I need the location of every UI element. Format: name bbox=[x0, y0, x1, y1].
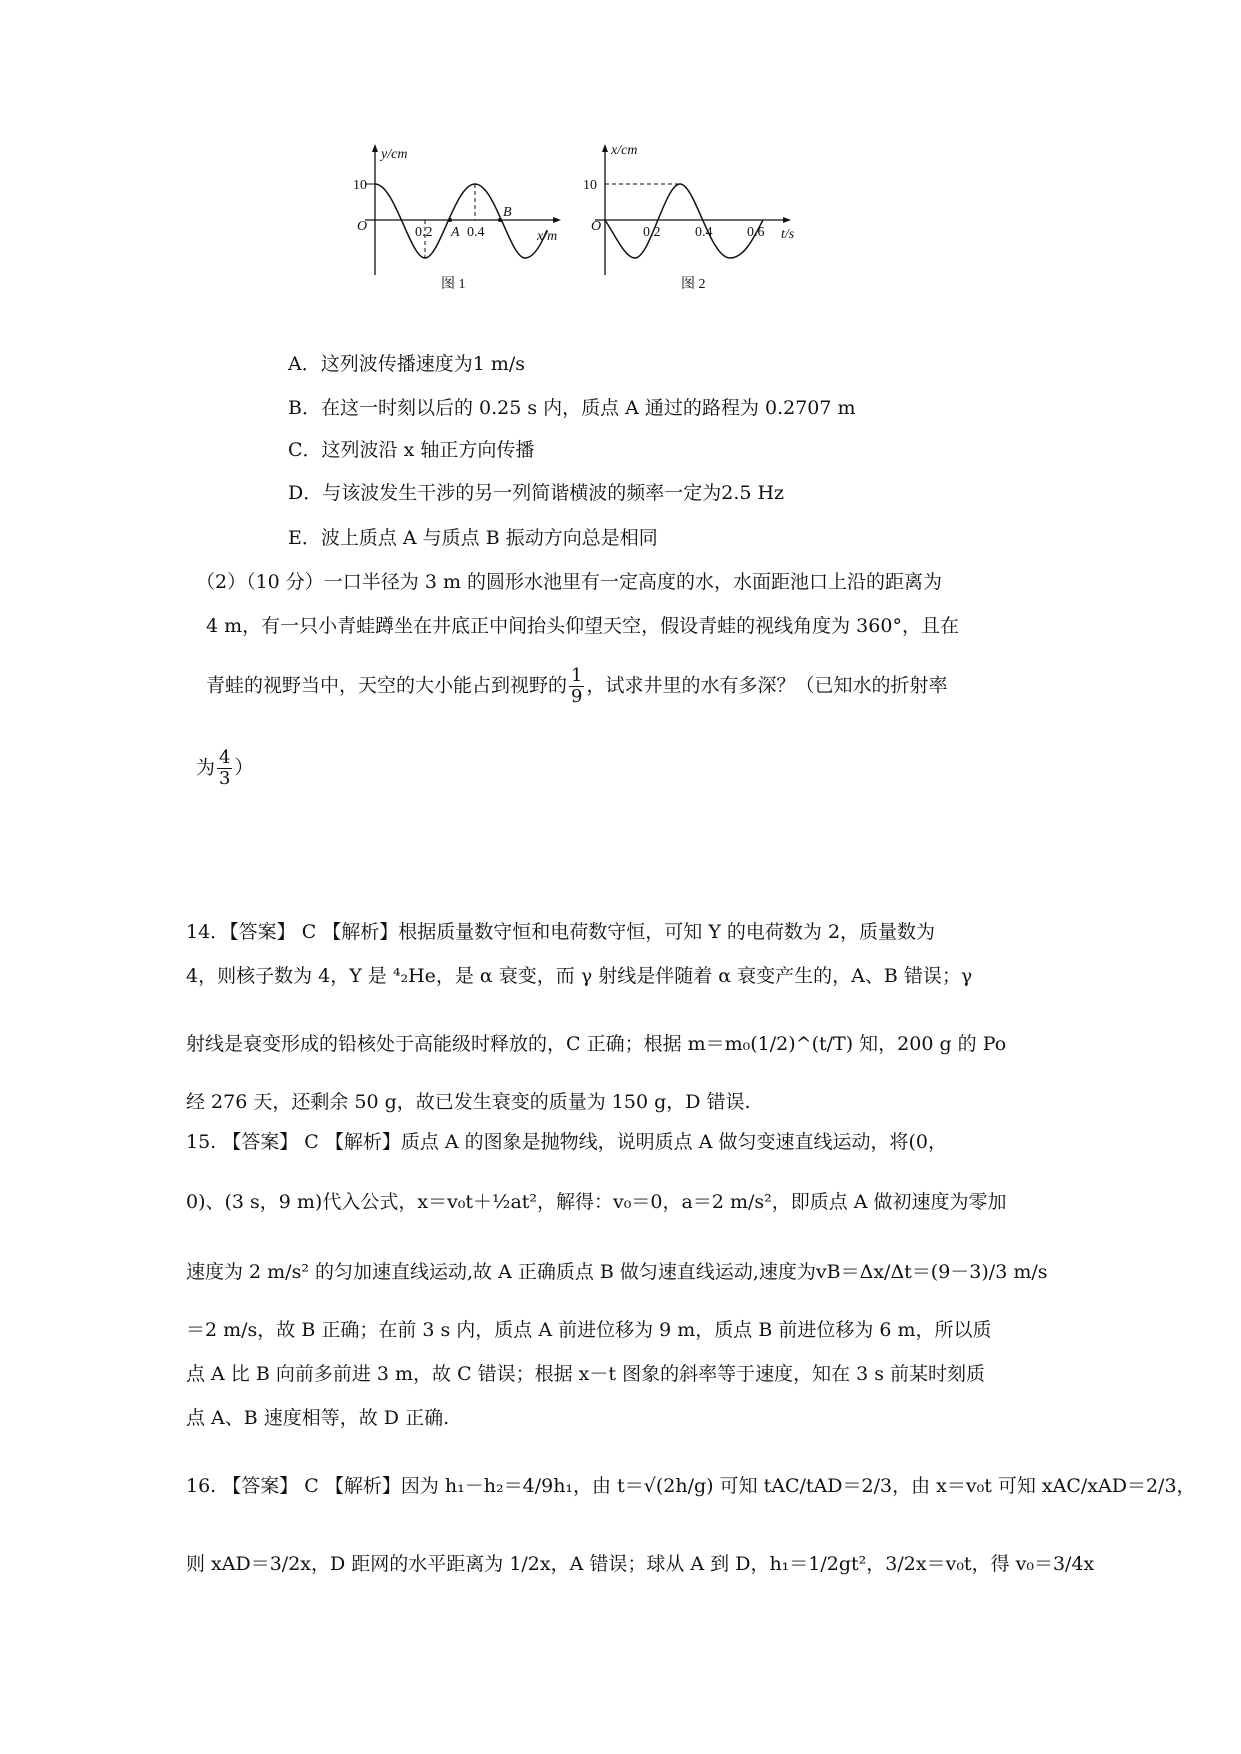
fig2-y-label: x/cm bbox=[611, 143, 638, 158]
fig1-point-a: A bbox=[451, 225, 460, 240]
figure-1 bbox=[355, 140, 585, 300]
answer14-line2: 4，则核子数为 4，Y 是 ⁴₂He，是 α 衰变，而 γ 射线是伴随着 α 衰变产生的，A、B 错误；γ bbox=[186, 965, 973, 987]
fig2-x-tick-1: 0.4 bbox=[695, 225, 713, 240]
fig1-point-b: B bbox=[503, 205, 512, 220]
answer16-line1: 16. 【答案】 C 【解析】因为 h₁－h₂＝4/9h₁，由 t＝√(2h/g) 可知 tAC/tAD＝2/3，由 x＝v₀t 可知 xAC/xAD＝2/3， bbox=[186, 1475, 1196, 1497]
fraction-4-3: $\frac{4}{3}$ bbox=[219, 747, 231, 789]
fig1-y-tick: 10 bbox=[353, 178, 367, 193]
answer15-line5: 点 A 比 B 向前多前进 3 m，故 C 错误；根据 x－t 图象的斜率等于速度，知在 3 s 前某时刻质 bbox=[186, 1363, 986, 1385]
fig1-x-tick-0: 0.2 bbox=[415, 225, 433, 240]
fig2-x-tick-2: 0.6 bbox=[747, 225, 765, 240]
option-a: A．这列波传播速度为1 m/s bbox=[288, 353, 526, 375]
question2-line3-post: ，试求井里的水有多深？（已知水的折射率 bbox=[586, 674, 948, 697]
answer14-line3: 射线是衰变形成的铅核处于高能级时释放的，C 正确；根据 m＝m₀(1/2)^(t/T) 知，200 g 的 Po bbox=[186, 1033, 1007, 1055]
answer15-line6: 点 A、B 速度相等，故 D 正确. bbox=[186, 1407, 450, 1429]
fig1-x-label: x/m bbox=[537, 229, 558, 244]
fig1-y-label: y/cm bbox=[381, 147, 408, 162]
fig1-caption: 图 1 bbox=[441, 277, 466, 292]
option-d: D．与该波发生干涉的另一列简谐横波的频率一定为2.5 Hz bbox=[288, 482, 785, 504]
question2-line2: 4 m，有一只小青蛙蹲坐在井底正中间抬头仰望天空，假设青蛙的视线角度为 360°，且在 bbox=[206, 615, 959, 637]
question2-line4-post: ） bbox=[234, 756, 254, 779]
fig2-origin: O bbox=[591, 219, 602, 234]
fig1-x-tick-1: 0.4 bbox=[467, 225, 485, 240]
answer14-line4: 经 276 天，还剩余 50 g，故已发生衰变的质量为 150 g，D 错误. bbox=[186, 1091, 751, 1113]
option-c: C．这列波沿 x 轴正方向传播 bbox=[288, 439, 535, 461]
answer15-line1: 15. 【答案】 C 【解析】质点 A 的图象是抛物线，说明质点 A 做匀变速直线运动，将(0， bbox=[186, 1131, 947, 1153]
fig2-x-label: t/s bbox=[781, 227, 795, 242]
question2-line4-pre: 为 bbox=[196, 756, 216, 779]
answer15-line4: ＝2 m/s，故 B 正确；在前 3 s 内，质点 A 前进位移为 9 m，质点 B 前进位移为 6 m，所以质 bbox=[186, 1319, 992, 1341]
question2-line1: （2）（10 分）一口半径为 3 m 的圆形水池里有一定高度的水，水面距池口上沿的距离为 bbox=[196, 571, 943, 593]
question2-line3-pre: 青蛙的视野当中，天空的大小能占到视野的 bbox=[206, 674, 568, 697]
answer15-line2: 0)、(3 s，9 m)代入公式，x＝v₀t＋½at²，解得：v₀＝0，a＝2 m/s²，即质点 A 做初速度为零加 bbox=[186, 1191, 1007, 1213]
fig1-origin: O bbox=[357, 219, 368, 234]
option-b: B．在这一时刻以后的 0.25 s 内，质点 A 通过的路程为 0.2707 m bbox=[288, 397, 856, 419]
question2-line3 bbox=[206, 666, 947, 707]
answer14-line1: 14．【答案】 C 【解析】根据质量数守恒和电荷数守恒，可知 Y 的电荷数为 2，质量数为 bbox=[186, 921, 936, 943]
fig2-y-tick: 10 bbox=[583, 178, 597, 193]
answer16-line2: 则 xAD＝3/2x，D 距网的水平距离为 1/2x，A 错误；球从 A 到 D，h₁＝1/2gt²，3/2x＝v₀t，得 v₀＝3/4x bbox=[186, 1553, 1095, 1575]
answer15-line3: 速度为 2 m/s² 的匀加速直线运动,故 A 正确质点 B 做匀速直线运动,速度为vB＝Δx/Δt＝(9－3)/3 m/s bbox=[186, 1261, 1048, 1283]
fig2-x-tick-0: 0.2 bbox=[643, 225, 661, 240]
fig2-caption: 图 2 bbox=[681, 277, 706, 292]
option-e: E．波上质点 A 与质点 B 振动方向总是相同 bbox=[288, 527, 658, 549]
question2-line4 bbox=[196, 748, 253, 789]
figure-2 bbox=[585, 140, 815, 300]
fraction-1-9: $\frac{1}{9}$ bbox=[571, 665, 583, 707]
